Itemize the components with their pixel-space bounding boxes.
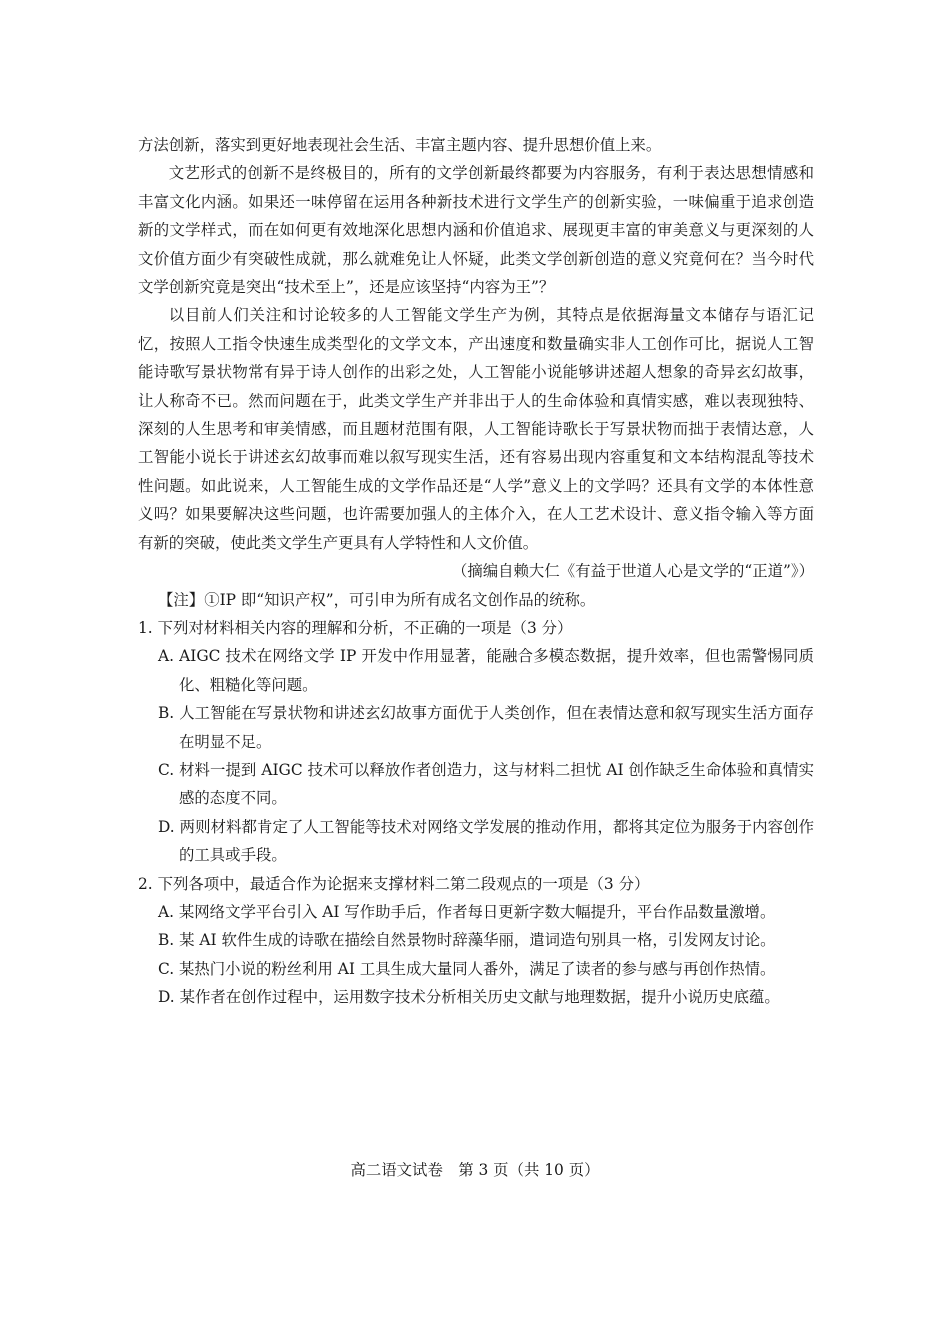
question-stem: 2. 下列各项中，最适合作为论据来支撑材料二第二段观点的一项是（3 分）	[138, 874, 650, 893]
question-stem: 1. 下列对材料相关内容的理解和分析，不正确的一项是（3 分）	[138, 618, 573, 637]
option-b: B. 某 AI 软件生成的诗歌在描绘自然景物时辞藻华丽，遣词造句别具一格，引发网友讨论。	[158, 931, 776, 950]
option-d: D. 两则材料都肯定了人工智能等技术对网络文学发展的推动作用，都将其定位为服务于内容创作的工具或手段。	[158, 817, 814, 865]
option-b: B. 人工智能在写景状物和讲述玄幻故事方面优于人类创作，但在表情达意和叙写现实生活方面存在明显不足。	[158, 704, 814, 751]
exam-page-body	[138, 131, 814, 1012]
option-d: D. 某作者在创作过程中，运用数字技术分析相关历史文献与地理数据，提升小说历史底蕴。	[158, 988, 780, 1007]
page-footer: 高二语文试卷 第 3 页（共 10 页）	[350, 1161, 600, 1179]
passage-source: （摘编自赖大仁《有益于世道人心是文学的“正道”》）	[451, 562, 814, 581]
passage-paragraph: 方法创新，落实到更好地表现社会生活、丰富主题内容、提升思想价值上来。	[138, 136, 662, 154]
passage-paragraph: 文艺形式的创新不是终极目的，所有的文学创新最终都要为内容服务，有利于表达思想情感和丰富文化内涵。如果还一味停留在运用各种新技术进行文学生产的创新实验，一味偏重于追求创造新的文学样式，而在如何更有效地深化思想内涵和价值追求、展现更丰富的审美意义与更深刻的人文价值方面少有突破性成就，那么就难免让人怀疑，此类文学创新创造的意义究竟何在？当今时代文学创新究竟是突出“技术至上”，还是应该坚持“内容为王”？	[138, 164, 814, 297]
question-2	[138, 870, 814, 1012]
passage-note: 【注】①IP 即“知识产权”，可引申为所有成名文创作品的统称。	[158, 590, 596, 609]
option-a: A. AIGC 技术在网络文学 IP 开发中作用显著，能融合多模态数据，提升效率，但也需警惕同质化、粗糙化等问题。	[158, 647, 814, 694]
question-1	[138, 614, 814, 870]
passage-paragraph: 以目前人们关注和讨论较多的人工智能文学生产为例，其特点是依据海量文本储存与语汇记忆，按照人工指令快速生成类型化的文学文本，产出速度和数量确实非人工创作可比，据说人工智能诗歌写景状物常有异于诗人创作的出彩之处，人工智能小说能够讲述超人想象的奇异玄幻故事，让人称奇不已。然而问题在于，此类文学生产并非出于人的生命体验和真情实感，难以表现独特、深刻的人生思考和审美情感，而且题材范围有限，人工智能诗歌长于写景状物而拙于表情达意，人工智能小说长于讲述玄幻故事而难以叙写现实生活，还有容易出现内容重复和文本结构混乱等技术性问题。如此说来，人工智能生成的文学作品还是“人学”意义上的文学吗？还具有文学的本体性意义吗？如果要解决这些问题，也许需要加强人的主体介入，在人工艺术设计、意义指令输入等方面有新的突破，使此类文学生产更具有人学特性和人文价值。	[138, 306, 814, 552]
option-c: C. 材料一提到 AIGC 技术可以释放作者创造力，这与材料二担忧 AI 创作缺乏生命体验和真情实感的态度不同。	[158, 760, 814, 808]
option-a: A. 某网络文学平台引入 AI 写作助手后，作者每日更新字数大幅提升，平台作品数量激增。	[158, 902, 776, 921]
option-c: C. 某热门小说的粉丝利用 AI 工具生成大量同人番外，满足了读者的参与感与再创作热情。	[158, 959, 776, 978]
